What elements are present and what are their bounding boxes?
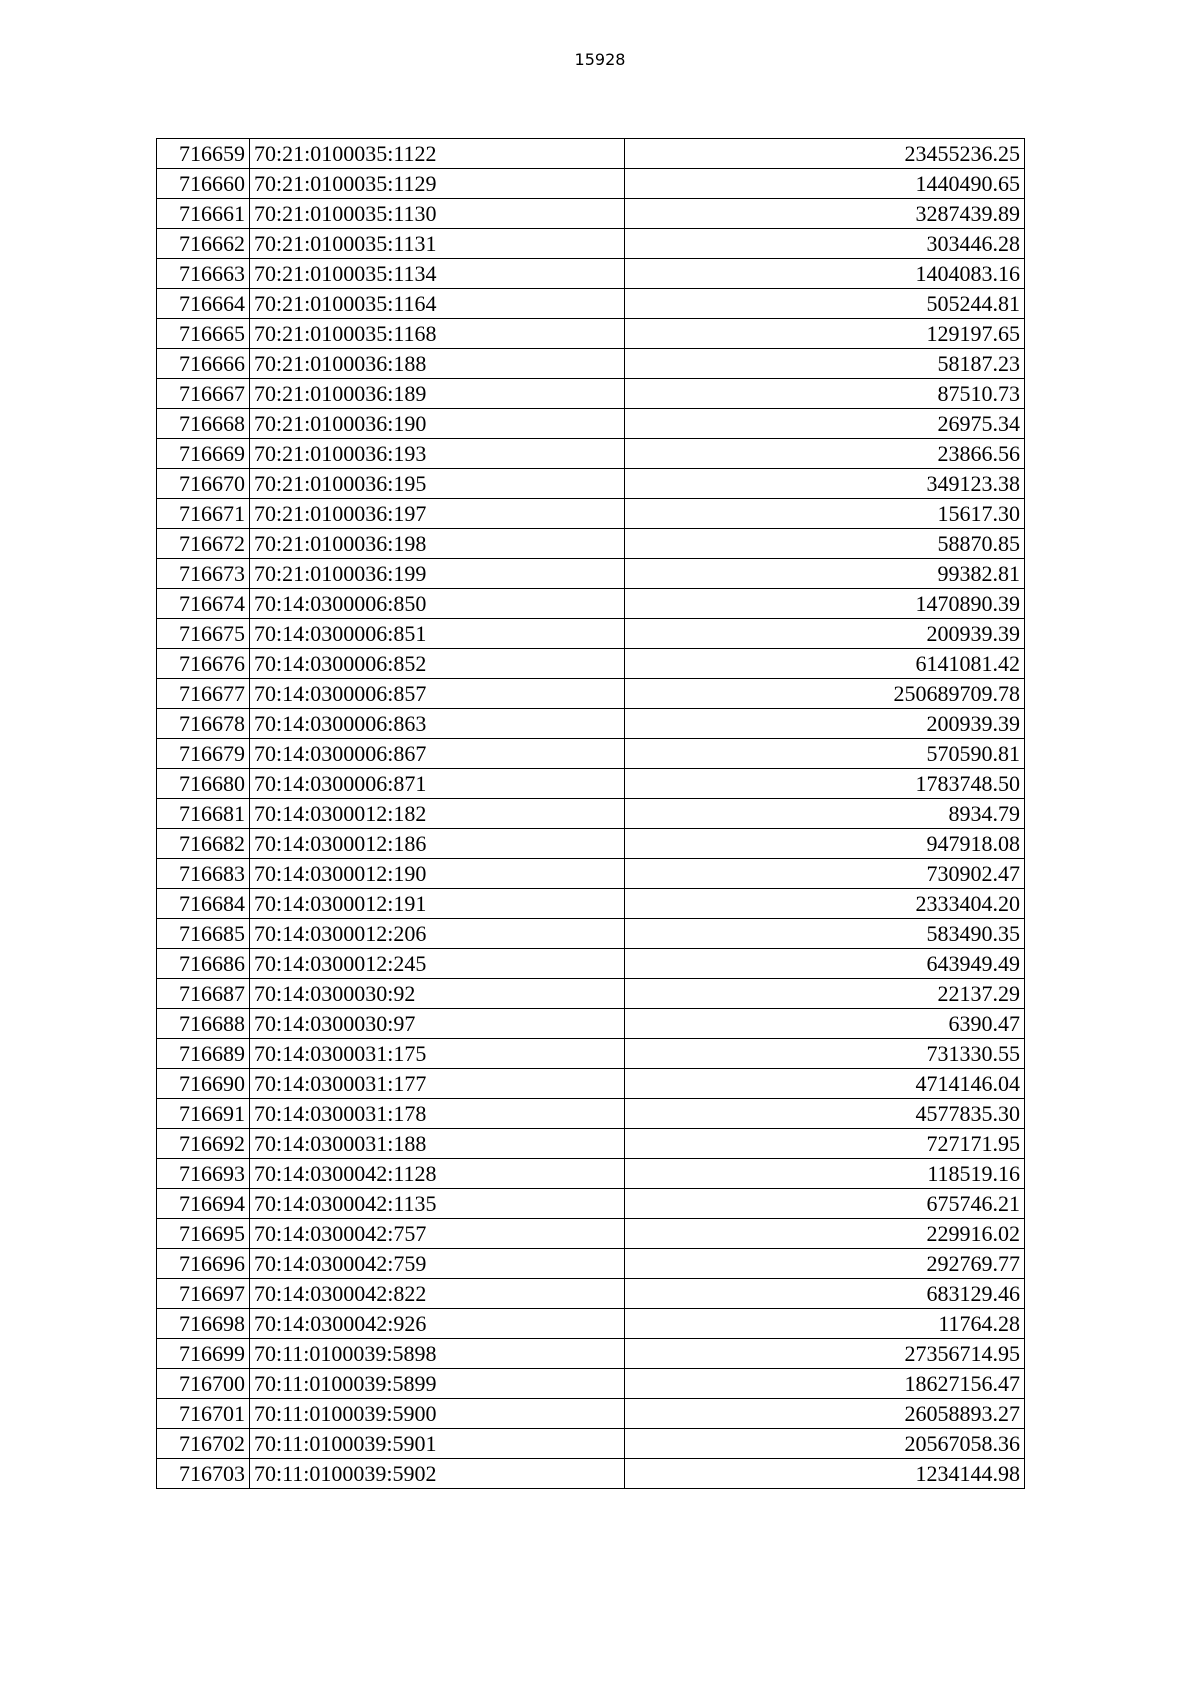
table-row [157, 949, 1025, 979]
value-cell: 229916.02 [625, 1219, 1025, 1249]
registry-table-body [157, 139, 1025, 1489]
value-cell: 11764.28 [625, 1309, 1025, 1339]
row-number-cell: 716683 [157, 859, 250, 889]
value-cell: 292769.77 [625, 1249, 1025, 1279]
cadastral-number-cell: 70:21:0100036:199 [250, 559, 625, 589]
value-cell: 643949.49 [625, 949, 1025, 979]
cadastral-number-cell: 70:14:0300006:867 [250, 739, 625, 769]
cadastral-number-cell: 70:14:0300012:191 [250, 889, 625, 919]
value-cell: 2333404.20 [625, 889, 1025, 919]
row-number-cell: 716665 [157, 319, 250, 349]
table-row [157, 1009, 1025, 1039]
cadastral-number-cell: 70:14:0300030:97 [250, 1009, 625, 1039]
value-cell: 27356714.95 [625, 1339, 1025, 1369]
row-number-cell: 716687 [157, 979, 250, 1009]
table-row [157, 1039, 1025, 1069]
row-number-cell: 716672 [157, 529, 250, 559]
row-number-cell: 716682 [157, 829, 250, 859]
table-row [157, 499, 1025, 529]
row-number-cell: 716695 [157, 1219, 250, 1249]
row-number-cell: 716667 [157, 379, 250, 409]
value-cell: 18627156.47 [625, 1369, 1025, 1399]
row-number-cell: 716692 [157, 1129, 250, 1159]
value-cell: 23455236.25 [625, 139, 1025, 169]
value-cell: 250689709.78 [625, 679, 1025, 709]
cadastral-number-cell: 70:14:0300006:851 [250, 619, 625, 649]
cadastral-number-cell: 70:14:0300042:926 [250, 1309, 625, 1339]
row-number-cell: 716661 [157, 199, 250, 229]
table-row [157, 139, 1025, 169]
row-number-cell: 716697 [157, 1279, 250, 1309]
value-cell: 4714146.04 [625, 1069, 1025, 1099]
table-row [157, 919, 1025, 949]
value-cell: 6390.47 [625, 1009, 1025, 1039]
cadastral-number-cell: 70:14:0300042:822 [250, 1279, 625, 1309]
value-cell: 118519.16 [625, 1159, 1025, 1189]
value-cell: 15617.30 [625, 499, 1025, 529]
value-cell: 583490.35 [625, 919, 1025, 949]
table-row [157, 679, 1025, 709]
cadastral-number-cell: 70:21:0100036:193 [250, 439, 625, 469]
cadastral-number-cell: 70:14:0300006:850 [250, 589, 625, 619]
row-number-cell: 716691 [157, 1099, 250, 1129]
cadastral-number-cell: 70:14:0300012:245 [250, 949, 625, 979]
table-row [157, 469, 1025, 499]
cadastral-number-cell: 70:14:0300006:852 [250, 649, 625, 679]
table-row [157, 1189, 1025, 1219]
table-row [157, 859, 1025, 889]
value-cell: 8934.79 [625, 799, 1025, 829]
cadastral-number-cell: 70:21:0100036:189 [250, 379, 625, 409]
value-cell: 22137.29 [625, 979, 1025, 1009]
table-row [157, 1279, 1025, 1309]
value-cell: 23866.56 [625, 439, 1025, 469]
value-cell: 58870.85 [625, 529, 1025, 559]
row-number-cell: 716679 [157, 739, 250, 769]
table-row [157, 829, 1025, 859]
row-number-cell: 716684 [157, 889, 250, 919]
table-row [157, 1339, 1025, 1369]
table-row [157, 1099, 1025, 1129]
row-number-cell: 716673 [157, 559, 250, 589]
cadastral-number-cell: 70:21:0100036:195 [250, 469, 625, 499]
value-cell: 26058893.27 [625, 1399, 1025, 1429]
cadastral-number-cell: 70:21:0100035:1168 [250, 319, 625, 349]
cadastral-number-cell: 70:21:0100035:1134 [250, 259, 625, 289]
row-number-cell: 716674 [157, 589, 250, 619]
value-cell: 731330.55 [625, 1039, 1025, 1069]
cadastral-number-cell: 70:21:0100035:1130 [250, 199, 625, 229]
row-number-cell: 716663 [157, 259, 250, 289]
table-row [157, 409, 1025, 439]
table-row [157, 649, 1025, 679]
row-number-cell: 716698 [157, 1309, 250, 1339]
row-number-cell: 716669 [157, 439, 250, 469]
cadastral-number-cell: 70:21:0100035:1164 [250, 289, 625, 319]
table-row [157, 289, 1025, 319]
row-number-cell: 716693 [157, 1159, 250, 1189]
table-row [157, 1309, 1025, 1339]
value-cell: 730902.47 [625, 859, 1025, 889]
page-number: 15928 [574, 50, 626, 69]
table-row [157, 589, 1025, 619]
registry-table [156, 138, 1025, 1489]
row-number-cell: 716677 [157, 679, 250, 709]
cadastral-number-cell: 70:14:0300042:1128 [250, 1159, 625, 1189]
row-number-cell: 716680 [157, 769, 250, 799]
value-cell: 4577835.30 [625, 1099, 1025, 1129]
row-number-cell: 716686 [157, 949, 250, 979]
row-number-cell: 716676 [157, 649, 250, 679]
table-row [157, 229, 1025, 259]
value-cell: 58187.23 [625, 349, 1025, 379]
row-number-cell: 716696 [157, 1249, 250, 1279]
table-row [157, 1369, 1025, 1399]
row-number-cell: 716701 [157, 1399, 250, 1429]
value-cell: 26975.34 [625, 409, 1025, 439]
cadastral-number-cell: 70:14:0300012:186 [250, 829, 625, 859]
table-row [157, 349, 1025, 379]
table-row [157, 169, 1025, 199]
table-row [157, 769, 1025, 799]
table-row [157, 1219, 1025, 1249]
row-number-cell: 716659 [157, 139, 250, 169]
value-cell: 1783748.50 [625, 769, 1025, 799]
cadastral-number-cell: 70:14:0300031:177 [250, 1069, 625, 1099]
value-cell: 129197.65 [625, 319, 1025, 349]
row-number-cell: 716689 [157, 1039, 250, 1069]
value-cell: 683129.46 [625, 1279, 1025, 1309]
table-row [157, 709, 1025, 739]
table-row [157, 1069, 1025, 1099]
cadastral-number-cell: 70:11:0100039:5901 [250, 1429, 625, 1459]
table-row [157, 799, 1025, 829]
cadastral-number-cell: 70:14:0300006:863 [250, 709, 625, 739]
value-cell: 1234144.98 [625, 1459, 1025, 1489]
value-cell: 99382.81 [625, 559, 1025, 589]
value-cell: 1470890.39 [625, 589, 1025, 619]
value-cell: 20567058.36 [625, 1429, 1025, 1459]
cadastral-number-cell: 70:11:0100039:5902 [250, 1459, 625, 1489]
row-number-cell: 716694 [157, 1189, 250, 1219]
table-row [157, 529, 1025, 559]
cadastral-number-cell: 70:14:0300012:206 [250, 919, 625, 949]
cadastral-number-cell: 70:11:0100039:5900 [250, 1399, 625, 1429]
table-row [157, 739, 1025, 769]
cadastral-number-cell: 70:21:0100036:188 [250, 349, 625, 379]
cadastral-number-cell: 70:21:0100035:1129 [250, 169, 625, 199]
cadastral-number-cell: 70:14:0300012:190 [250, 859, 625, 889]
value-cell: 87510.73 [625, 379, 1025, 409]
value-cell: 1404083.16 [625, 259, 1025, 289]
table-row [157, 979, 1025, 1009]
cadastral-number-cell: 70:14:0300042:757 [250, 1219, 625, 1249]
cadastral-number-cell: 70:11:0100039:5899 [250, 1369, 625, 1399]
table-row [157, 1399, 1025, 1429]
value-cell: 3287439.89 [625, 199, 1025, 229]
table-row [157, 1129, 1025, 1159]
row-number-cell: 716671 [157, 499, 250, 529]
cadastral-number-cell: 70:14:0300030:92 [250, 979, 625, 1009]
value-cell: 570590.81 [625, 739, 1025, 769]
row-number-cell: 716675 [157, 619, 250, 649]
cadastral-number-cell: 70:14:0300031:188 [250, 1129, 625, 1159]
table-row [157, 619, 1025, 649]
row-number-cell: 716703 [157, 1459, 250, 1489]
value-cell: 349123.38 [625, 469, 1025, 499]
row-number-cell: 716702 [157, 1429, 250, 1459]
table-row [157, 439, 1025, 469]
table-row [157, 199, 1025, 229]
row-number-cell: 716662 [157, 229, 250, 259]
table-row [157, 379, 1025, 409]
value-cell: 303446.28 [625, 229, 1025, 259]
value-cell: 1440490.65 [625, 169, 1025, 199]
table-row [157, 1459, 1025, 1489]
table-row [157, 1249, 1025, 1279]
row-number-cell: 716678 [157, 709, 250, 739]
row-number-cell: 716690 [157, 1069, 250, 1099]
cadastral-number-cell: 70:21:0100035:1131 [250, 229, 625, 259]
table-row [157, 1429, 1025, 1459]
cadastral-number-cell: 70:14:0300042:1135 [250, 1189, 625, 1219]
row-number-cell: 716664 [157, 289, 250, 319]
value-cell: 727171.95 [625, 1129, 1025, 1159]
value-cell: 505244.81 [625, 289, 1025, 319]
row-number-cell: 716700 [157, 1369, 250, 1399]
value-cell: 6141081.42 [625, 649, 1025, 679]
cadastral-number-cell: 70:14:0300012:182 [250, 799, 625, 829]
cadastral-number-cell: 70:21:0100036:198 [250, 529, 625, 559]
cadastral-number-cell: 70:14:0300031:175 [250, 1039, 625, 1069]
table-row [157, 1159, 1025, 1189]
value-cell: 947918.08 [625, 829, 1025, 859]
table-row [157, 259, 1025, 289]
table-row [157, 559, 1025, 589]
cadastral-number-cell: 70:14:0300006:871 [250, 769, 625, 799]
row-number-cell: 716681 [157, 799, 250, 829]
value-cell: 200939.39 [625, 619, 1025, 649]
row-number-cell: 716688 [157, 1009, 250, 1039]
row-number-cell: 716685 [157, 919, 250, 949]
row-number-cell: 716699 [157, 1339, 250, 1369]
table-row [157, 319, 1025, 349]
row-number-cell: 716670 [157, 469, 250, 499]
row-number-cell: 716660 [157, 169, 250, 199]
cadastral-number-cell: 70:21:0100036:190 [250, 409, 625, 439]
value-cell: 675746.21 [625, 1189, 1025, 1219]
value-cell: 200939.39 [625, 709, 1025, 739]
row-number-cell: 716668 [157, 409, 250, 439]
cadastral-number-cell: 70:11:0100039:5898 [250, 1339, 625, 1369]
table-row [157, 889, 1025, 919]
cadastral-number-cell: 70:14:0300031:178 [250, 1099, 625, 1129]
cadastral-number-cell: 70:21:0100036:197 [250, 499, 625, 529]
cadastral-number-cell: 70:14:0300042:759 [250, 1249, 625, 1279]
cadastral-number-cell: 70:21:0100035:1122 [250, 139, 625, 169]
row-number-cell: 716666 [157, 349, 250, 379]
cadastral-number-cell: 70:14:0300006:857 [250, 679, 625, 709]
